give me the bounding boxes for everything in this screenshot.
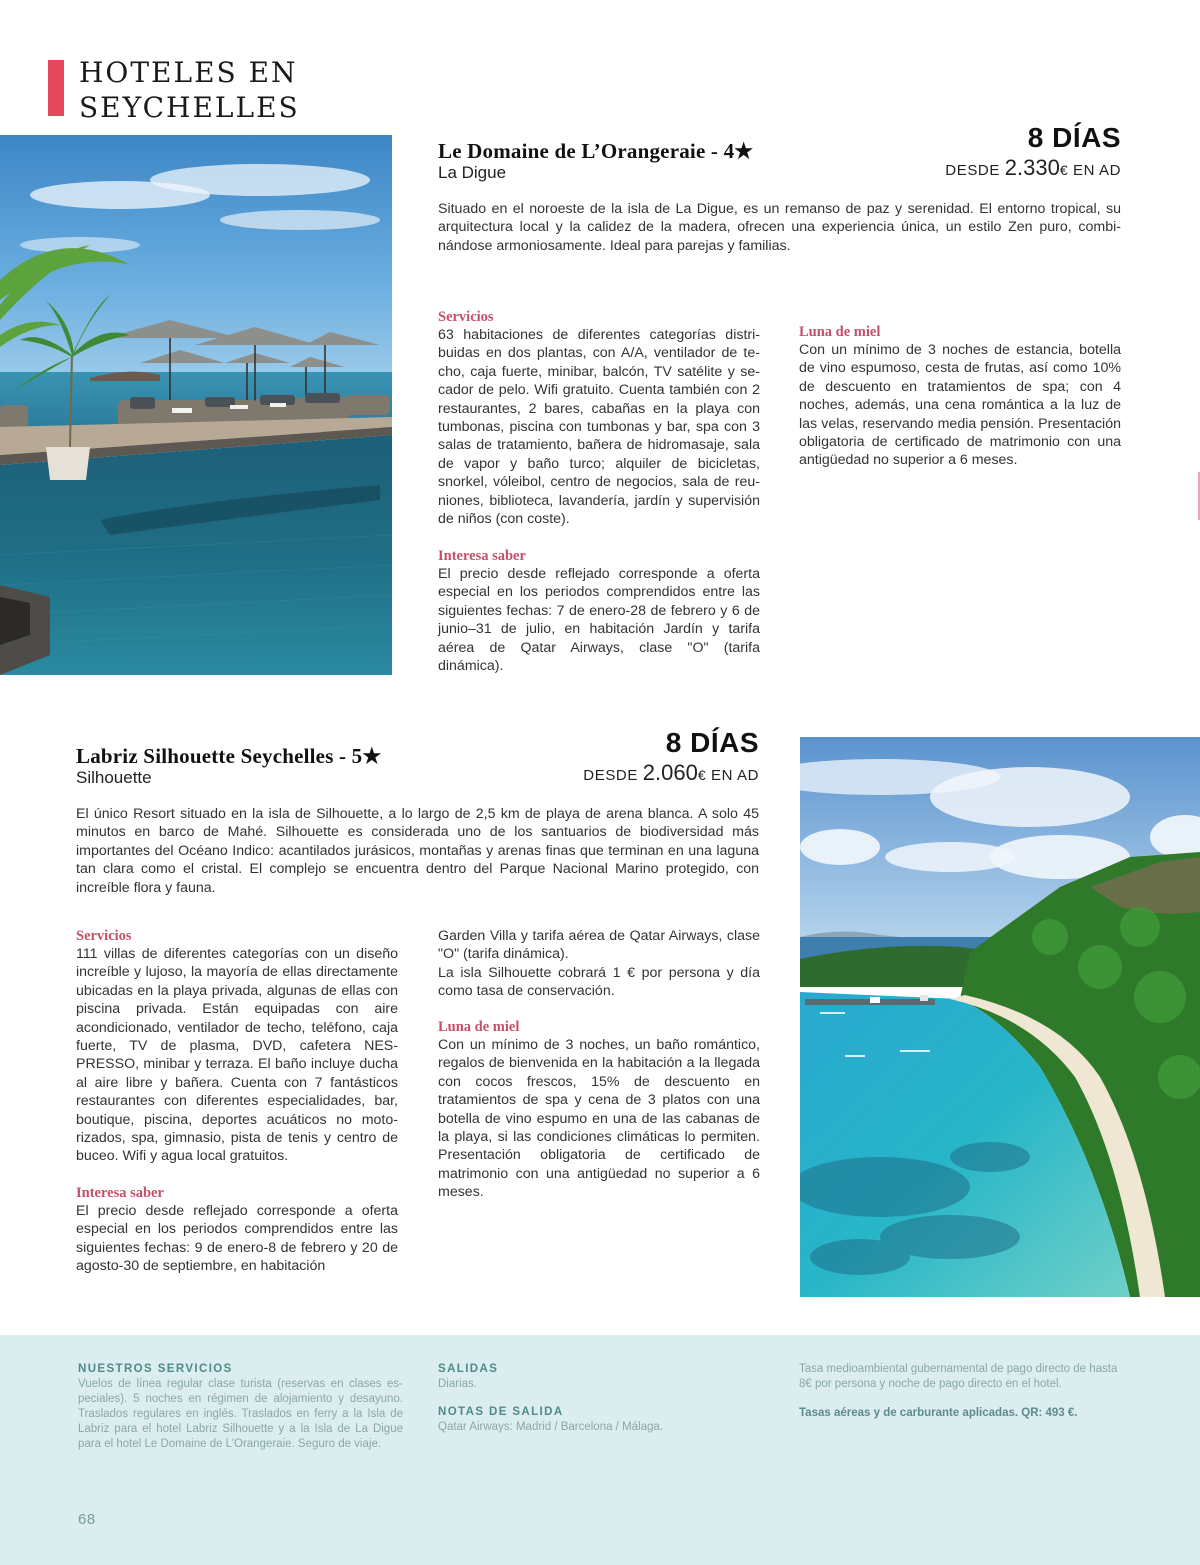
footer-notas-text: Qatar Airways: Madrid / Barcelona / Málaga. [438,1421,663,1433]
footer-servicios-heading: NUESTROS SERVICIOS [78,1363,233,1375]
servicios-heading: Servicios [76,928,132,944]
section-title-line-2: SEYCHELLES [79,91,300,124]
luna-heading: Luna de miel [799,324,881,340]
page-number: 68 [78,1511,96,1528]
servicios-text: 111 villas de diferentes categorías con un diseño increíble y lujoso, la mayoría de ellas directamente ubicadas en la playa privada, algunas de ellas con piscina privada. Están equipadas con aire acondicionado, ventilador de techo, teléfono, caja fuerte, TV de plasma, DVD, cafetera NESPRESSO, minibar y terraza. El baño incluye ducha al aire libre y bañera. Cuenta con 7 fantásticos restaurantes con diferentes especialidades, bar, boutique, piscina, deportes acuáticos no motorizados, spa, gimnasio, pista de tenis y centro de buceo. Wifi y agua local gratuitos. [76,946,398,1165]
footer-salidas-heading: SALIDAS [438,1363,499,1375]
hotel-name-orangeraie: Le Domaine de L’Orangeraie - 4★ [438,139,754,163]
footer-tasas-aereas: Tasas aéreas y de carburante aplicadas. QR: 493 €. [799,1407,1078,1419]
section-accent-bar [48,60,64,116]
luna-block-orangeraie [799,323,1121,470]
luna-text: Con un mínimo de 3 noches, un baño romántico, regalos de bienvenida en la habitación a la llegada con cocos frescos, 15% de descuento en tratamientos de spa y cena de 3 platos con una botella de vino espumo en una de las cabanas de la playa, si las condiciones climáticas lo permiten. Presentación obligatoria de certificado de matrimonio con una antigüedad no superior a 6 meses. [438,1037,760,1201]
interesa-text-continued: Garden Villa y tarifa aérea de Qatar Airways, clase "O" (tarifa dinámica). [438,928,760,963]
hotel-photo-orangeraie [0,135,392,675]
trip-duration-orangeraie: 8 DÍAS [1027,122,1121,153]
hotel-description-labriz: El único Resort situado en la isla de Silhouette, a lo largo de 2,5 km de playa de arena blanca. A solo 45 minutos en barco de Mahé. Silhouette es considerada uno de los santuarios de biodiversidad más importantes del Océano Indico: acantilados jurásicos, montañas y arenas finas que terminan en una laguna tan clara como el cristal. El complejo se encuentra dentro del Parque Nacional Marino protegido, con increíble flora y fauna. [76,806,759,896]
trip-duration-labriz: 8 DÍAS [665,727,759,758]
servicios-block-labriz [76,927,398,1166]
hotel-photo-labriz [800,737,1200,1297]
luna-heading: Luna de miel [438,1019,520,1035]
footer-notas-heading: NOTAS DE SALIDA [438,1406,564,1418]
price-currency: € [697,767,707,783]
footer-servicios [78,1362,403,1452]
footer-tasa-text: Tasa medioambiental gubernamental de pago directo de hasta 8€ por persona y noche de pago directo en el hotel. [799,1363,1118,1390]
servicios-text: 63 habitaciones de diferentes categorías distribuidas en dos plantas, con A/A, ventilador de techo, caja fuerte, minibar, balcón, TV satélite y secador de pelo. Wifi gratuito. Cuenta también con 2 restaurantes, 2 bares, cabañas en la playa con tumbonas, piscina con tumbonas y bar, spa con 3 salas de tratamiento, bañera de hidromasaje, sala de vapor y baño turco; alquiler de bicicletas, snorkel, vóleibol, centro de negocios, sala de reuniones, biblioteca, lavandería, jardín y supervisión de niños (con coste). [438,327,760,528]
servicios-heading: Servicios [438,309,494,325]
section-title-line-1: HOTELES EN [79,56,298,89]
footer-tasas [799,1362,1124,1421]
footer-servicios-text: Vuelos de línea regular clase turista (reservas en clases especiales). 5 noches en régimen de alojamiento y desayuno. Traslados regulares en inglés. Traslados en ferry a la Isla de Labriz para el hotel Labriz Silhouette y a la Isla de La Digue para el hotel Le Domaine de L’Orangeraie. Seguro de viaje. [78,1378,403,1450]
price-board: EN AD [710,767,759,784]
interesa-continued-labriz [438,927,760,1001]
hotel-description-orangeraie: Situado en el noroeste de la isla de La Digue, es un remanso de paz y serenidad. El entorno tropical, su arquitectura local y la calidez de la madera, ofrecen una experiencia única, un estilo Zen puro, combinándose armoniosamente. Ideal para parejas y familias. [438,201,1121,254]
interesa-block-labriz [76,1184,398,1276]
section-title [79,55,300,125]
price-board: EN AD [1072,162,1121,179]
conservation-fee-text: La isla Silhouette cobrará 1 € por persona y día como tasa de conservación. [438,964,760,1000]
interesa-text: El precio desde reflejado corresponde a oferta especial en los periodos comprendidos entre las siguientes fechas: 7 de enero-28 de febrero y 6 de junio–31 de julio, en habitación Jardín y tarifa aérea de Qatar Airways, clase "O" (tarifa dinámica). [438,566,760,675]
luna-text: Con un mínimo de 3 noches de estancia, botella de vino espumoso, cesta de frutas, así como 10% de descuento en tratamientos de spa; con 4 noches, además, una cena romántica a la luz de las velas, reservando media pensión. Presentación obligatoria de certificado de matrimonio con una antigüedad no superior a 6 meses. [799,342,1121,469]
interesa-text: El precio desde reflejado corresponde a oferta especial en los periodos comprendidos entre las siguientes fechas: 9 de enero-8 de febrero y 20 de agosto-30 de septiembre, en habitación [76,1203,398,1275]
footer-salidas [438,1362,768,1435]
price-amount: 2.330 [1004,155,1060,180]
footer-salidas-text: Diarias. [438,1378,477,1390]
beach-photo-illustration [800,737,1200,1297]
servicios-block-orangeraie [438,308,760,528]
price-currency: € [1059,162,1069,178]
hotel-location-orangeraie: La Digue [438,163,507,182]
interesa-heading: Interesa saber [76,1185,164,1201]
hotel-name-labriz: Labriz Silhouette Seychelles - 5★ [76,744,382,768]
price-prefix: DESDE [583,767,638,784]
price-prefix: DESDE [945,162,1000,179]
luna-block-labriz [438,1018,760,1202]
interesa-block-orangeraie [438,547,760,675]
price-amount: 2.060 [642,760,698,785]
hotel-location-labriz: Silhouette [76,768,152,787]
price-line-labriz [583,760,759,786]
pool-photo-illustration [0,135,392,675]
interesa-heading: Interesa saber [438,548,526,564]
price-line-orangeraie [945,155,1121,181]
